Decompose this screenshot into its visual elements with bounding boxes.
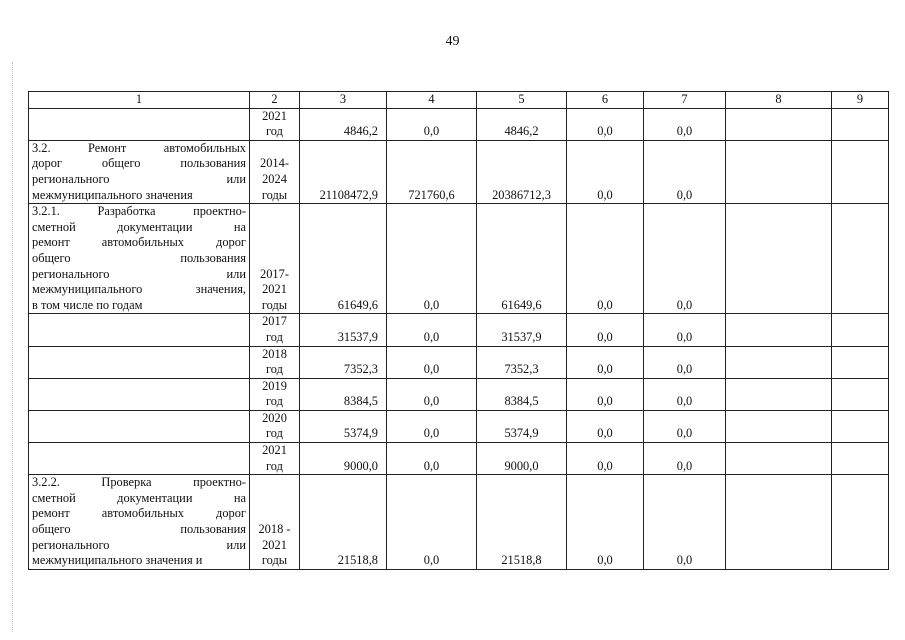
value-cell-c8 <box>726 443 832 475</box>
value-cell-c4: 0,0 <box>387 410 477 442</box>
description-line: межмуниципального значения, <box>32 282 246 297</box>
value-cell-c9 <box>832 443 889 475</box>
description-line: регионального или <box>32 266 246 281</box>
header-cell: 5 <box>477 92 567 109</box>
period-line: годы <box>261 553 288 568</box>
value-cell-c4: 0,0 <box>387 204 477 314</box>
period-line: год <box>266 124 283 139</box>
period-line: 2024 <box>262 171 287 186</box>
period-line: 2021 <box>262 537 287 552</box>
period-cell <box>250 108 300 140</box>
value-cell-c5: 61649,6 <box>477 204 567 314</box>
value-cell-c7: 0,0 <box>644 346 726 378</box>
value-cell-c9 <box>832 475 889 570</box>
period-line: 2021 <box>262 108 287 123</box>
header-row <box>29 92 889 109</box>
value-cell-c8 <box>726 314 832 346</box>
table-row <box>29 378 889 410</box>
description-cell <box>29 443 250 475</box>
value-cell-c9 <box>832 108 889 140</box>
period-line: 2017 <box>262 314 287 329</box>
description-cell <box>29 140 250 203</box>
period-line: 2018 - <box>258 522 291 537</box>
value-cell-c5: 20386712,3 <box>477 140 567 203</box>
value-cell-c8 <box>726 475 832 570</box>
value-cell-c5: 5374,9 <box>477 410 567 442</box>
value-cell-c6: 0,0 <box>567 475 644 570</box>
description-line: сметной документации на <box>32 490 246 505</box>
value-cell-c9 <box>832 314 889 346</box>
period-line: годы <box>261 297 288 312</box>
value-cell-c9 <box>832 410 889 442</box>
page-number: 49 <box>445 34 460 49</box>
value-cell-c7: 0,0 <box>644 204 726 314</box>
value-cell-c9 <box>832 346 889 378</box>
period-line: 2021 <box>262 282 287 297</box>
table-body <box>29 92 889 570</box>
period-cell <box>250 204 300 314</box>
period-cell <box>250 346 300 378</box>
header-cell: 1 <box>29 92 250 109</box>
period-line: годы <box>261 187 288 202</box>
value-cell-c4: 0,0 <box>387 346 477 378</box>
value-cell-c6: 0,0 <box>567 204 644 314</box>
table-row <box>29 443 889 475</box>
header-cell: 4 <box>387 92 477 109</box>
value-cell-c4: 0,0 <box>387 314 477 346</box>
period-cell <box>250 443 300 475</box>
margin-guide <box>12 62 13 632</box>
period-line: год <box>266 426 283 441</box>
value-cell-c7: 0,0 <box>644 140 726 203</box>
value-cell-c7: 0,0 <box>644 314 726 346</box>
value-cell-c5: 8384,5 <box>477 378 567 410</box>
description-cell <box>29 314 250 346</box>
period-line: 2020 <box>262 410 287 425</box>
period-line: год <box>266 458 283 473</box>
value-cell-c3: 8384,5 <box>300 378 387 410</box>
description-cell <box>29 378 250 410</box>
value-cell-c3: 31537,9 <box>300 314 387 346</box>
budget-table <box>28 91 889 570</box>
value-cell-c5: 9000,0 <box>477 443 567 475</box>
period-line: год <box>266 362 283 377</box>
value-cell-c6: 0,0 <box>567 378 644 410</box>
value-cell-c3: 7352,3 <box>300 346 387 378</box>
table-row <box>29 204 889 314</box>
value-cell-c3: 21108472,9 <box>300 140 387 203</box>
value-cell-c4: 0,0 <box>387 108 477 140</box>
header-cell: 9 <box>832 92 889 109</box>
table-row <box>29 410 889 442</box>
value-cell-c4: 721760,6 <box>387 140 477 203</box>
period-line: 2017- <box>260 266 289 281</box>
value-cell-c8 <box>726 204 832 314</box>
value-cell-c4: 0,0 <box>387 378 477 410</box>
value-cell-c5: 31537,9 <box>477 314 567 346</box>
description-line: общего пользования <box>32 250 246 265</box>
header-cell: 6 <box>567 92 644 109</box>
value-cell-c3: 9000,0 <box>300 443 387 475</box>
period-cell <box>250 140 300 203</box>
period-cell <box>250 475 300 570</box>
period-line: 2019 <box>262 378 287 393</box>
value-cell-c6: 0,0 <box>567 346 644 378</box>
value-cell-c6: 0,0 <box>567 443 644 475</box>
value-cell-c9 <box>832 204 889 314</box>
value-cell-c8 <box>726 346 832 378</box>
value-cell-c9 <box>832 378 889 410</box>
table-row <box>29 314 889 346</box>
value-cell-c8 <box>726 410 832 442</box>
table-row <box>29 140 889 203</box>
period-line: год <box>266 394 283 409</box>
value-cell-c8 <box>726 378 832 410</box>
table-row <box>29 475 889 570</box>
description-line: дорог общего пользования <box>32 156 246 171</box>
description-line: 3.2.2. Проверка проектно- <box>32 475 246 490</box>
description-cell <box>29 204 250 314</box>
description-cell <box>29 108 250 140</box>
description-line: сметной документации на <box>32 219 246 234</box>
value-cell-c7: 0,0 <box>644 475 726 570</box>
period-line: 2014- <box>260 156 289 171</box>
value-cell-c5: 7352,3 <box>477 346 567 378</box>
value-cell-c8 <box>726 140 832 203</box>
period-line: 2018 <box>262 346 287 361</box>
header-cell: 2 <box>250 92 300 109</box>
value-cell-c4: 0,0 <box>387 475 477 570</box>
description-line: общего пользования <box>32 522 246 537</box>
value-cell-c6: 0,0 <box>567 314 644 346</box>
description-line: в том числе по годам <box>32 297 143 312</box>
value-cell-c6: 0,0 <box>567 140 644 203</box>
description-line: ремонт автомобильных дорог <box>32 235 246 250</box>
description-cell <box>29 410 250 442</box>
value-cell-c6: 0,0 <box>567 410 644 442</box>
value-cell-c3: 4846,2 <box>300 108 387 140</box>
value-cell-c7: 0,0 <box>644 410 726 442</box>
header-cell: 7 <box>644 92 726 109</box>
period-cell <box>250 378 300 410</box>
period-cell <box>250 410 300 442</box>
description-cell <box>29 475 250 570</box>
description-line: регионального или <box>32 171 246 186</box>
value-cell-c7: 0,0 <box>644 378 726 410</box>
description-line: ремонт автомобильных дорог <box>32 506 246 521</box>
period-line: 2021 <box>262 443 287 458</box>
value-cell-c8 <box>726 108 832 140</box>
value-cell-c3: 61649,6 <box>300 204 387 314</box>
description-line: межмуниципального значения и <box>32 553 203 568</box>
description-line: межмуниципального значения <box>32 187 193 202</box>
value-cell-c3: 21518,8 <box>300 475 387 570</box>
table-row <box>29 346 889 378</box>
description-line: регионального или <box>32 537 246 552</box>
header-cell: 3 <box>300 92 387 109</box>
value-cell-c4: 0,0 <box>387 443 477 475</box>
description-line: 3.2. Ремонт автомобильных <box>32 140 246 155</box>
period-cell <box>250 314 300 346</box>
value-cell-c5: 4846,2 <box>477 108 567 140</box>
header-cell: 8 <box>726 92 832 109</box>
value-cell-c7: 0,0 <box>644 108 726 140</box>
description-line: 3.2.1. Разработка проектно- <box>32 204 246 219</box>
value-cell-c5: 21518,8 <box>477 475 567 570</box>
description-cell <box>29 346 250 378</box>
value-cell-c6: 0,0 <box>567 108 644 140</box>
value-cell-c3: 5374,9 <box>300 410 387 442</box>
table-row <box>29 108 889 140</box>
value-cell-c7: 0,0 <box>644 443 726 475</box>
value-cell-c9 <box>832 140 889 203</box>
period-line: год <box>266 329 283 344</box>
